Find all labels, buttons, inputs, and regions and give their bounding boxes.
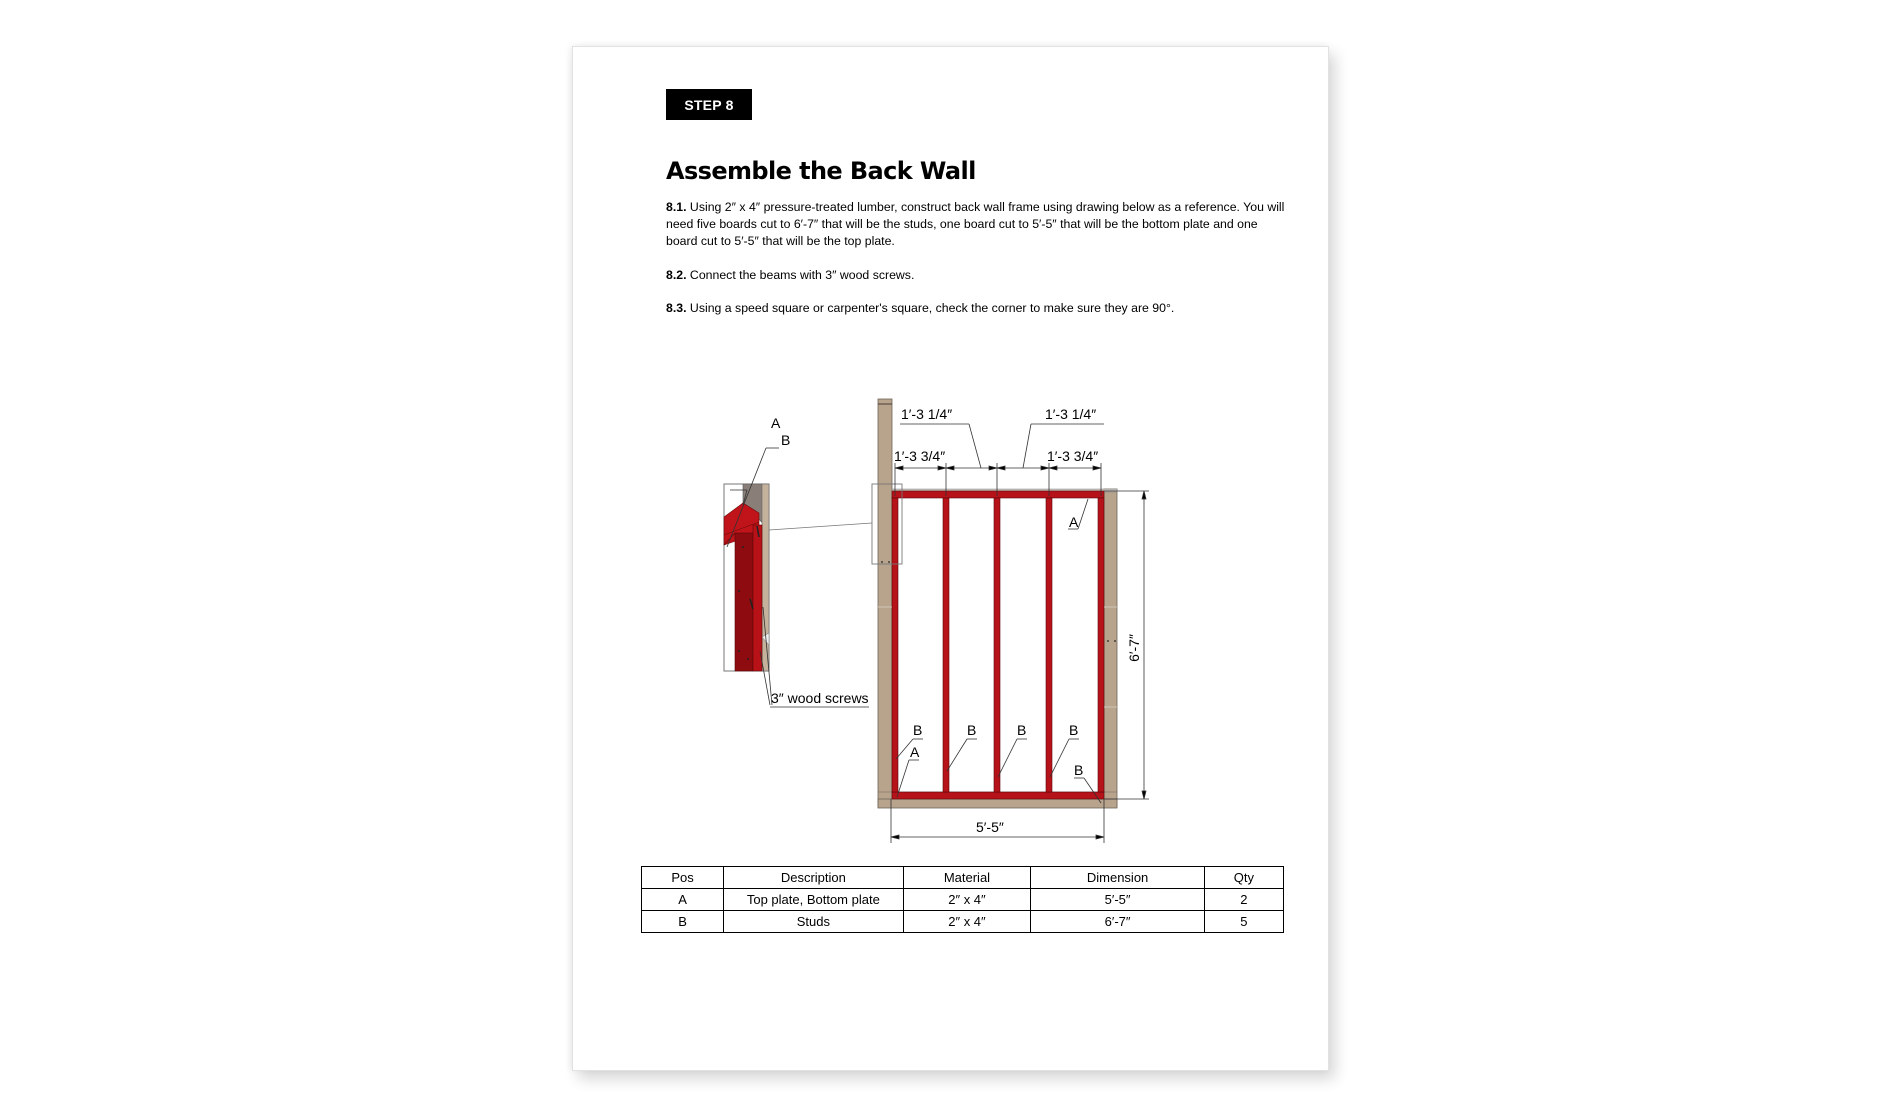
cell-qty: 5 <box>1204 911 1283 933</box>
instruction-number: 8.1. <box>666 200 687 214</box>
instruction-number: 8.2. <box>666 268 687 282</box>
dim-stud-spacing-outer-left: 1′-3 3/4″ <box>894 448 946 464</box>
cell-material: 2″ x 4″ <box>903 889 1031 911</box>
detail-inset <box>724 484 769 671</box>
inset-label-a: A <box>771 415 781 431</box>
header-material: Material <box>903 867 1031 889</box>
dim-width: 5′-5″ <box>976 819 1004 835</box>
header-pos: Pos <box>642 867 724 889</box>
instruction-text: Using a speed square or carpenter's square, check the corner to make sure they are 90°. <box>686 301 1175 315</box>
cell-dimension: 5′-5″ <box>1031 889 1204 911</box>
table-row <box>642 911 1284 933</box>
dim-stud-spacing-inner-right: 1′-3 1/4″ <box>1045 406 1097 422</box>
page-title: Assemble the Back Wall <box>666 157 976 185</box>
cell-pos: A <box>642 889 724 911</box>
parts-table <box>641 866 1284 933</box>
table-row <box>642 889 1284 911</box>
label-b-stud-3: B <box>1017 722 1027 738</box>
inset-label-b: B <box>781 432 791 448</box>
label-b-stud-2: B <box>967 722 977 738</box>
dim-stud-spacing-inner-left: 1′-3 1/4″ <box>901 406 953 422</box>
table-header-row <box>642 867 1284 889</box>
header-dimension: Dimension <box>1031 867 1204 889</box>
instruction-text: Using 2″ x 4″ pressure-treated lumber, construct back wall frame using drawing below as a reference. You will need five boards cut to 6′-7″ that will be the studs, one board cut to 5′-5″ that will be the bottom plate and one board cut to 5′-5″ that will be the top plate. <box>666 200 1285 248</box>
cell-qty: 2 <box>1204 889 1283 911</box>
header-description: Description <box>724 867 903 889</box>
cell-material: 2″ x 4″ <box>903 911 1031 933</box>
dim-height: 6′-7″ <box>1126 634 1142 662</box>
label-b-stud-1: B <box>913 722 923 738</box>
cell-pos: B <box>642 911 724 933</box>
screws-label: 3″ wood screws <box>771 690 869 706</box>
label-b-stud-4: B <box>1069 722 1079 738</box>
document-page <box>572 46 1329 1071</box>
back-wall-frame-drawing <box>573 47 1328 857</box>
cell-dimension: 6′-7″ <box>1031 911 1204 933</box>
label-a-top-plate: A <box>1069 514 1079 530</box>
cell-description: Studs <box>724 911 903 933</box>
label-a-bottom-plate: A <box>910 744 920 760</box>
cell-description: Top plate, Bottom plate <box>724 889 903 911</box>
instruction-text: Connect the beams with 3″ wood screws. <box>686 268 915 282</box>
dim-stud-spacing-outer-right: 1′-3 3/4″ <box>1047 448 1099 464</box>
header-qty: Qty <box>1204 867 1283 889</box>
step-label: STEP 8 <box>684 96 734 113</box>
instruction-number: 8.3. <box>666 301 687 315</box>
label-b-stud-5: B <box>1074 762 1084 778</box>
